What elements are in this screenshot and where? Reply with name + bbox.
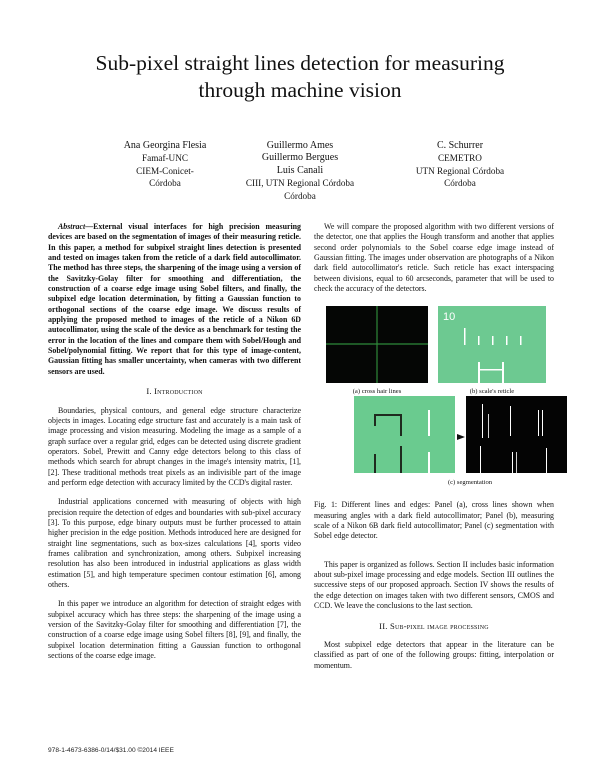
figure-caption: Fig. 1: Different lines and edges: Panel (a), cross lines shown when measuring angles with a dark field autocollimator; Panel (b), measuring scale of a Nikon 6B dark field autocollimator; Panel (c) segmentation with Sobel edge detector. <box>314 500 554 541</box>
right-column <box>314 222 554 671</box>
subcaption-a: (a) cross hair lines <box>352 388 402 396</box>
author-affiliation: CIII, UTN Regional Córdoba <box>245 178 355 189</box>
left-column <box>48 222 301 661</box>
author-affiliation: Córdoba <box>444 178 476 189</box>
figure-panel-reticle <box>438 306 546 383</box>
intro-paragraph-1: Boundaries, physical contours, and general edge structure characterize objects in images. Locating edge structure fast and accurately is a main task of image processing and vision measuring. Modeling the image as a sample of a graph surface over a regular grid, edges can be detected using discrete gradient operators. Sobel, Prewitt and Canny edge detectors belong to this class of methods which search for abrupt changes in the image's intensity matrix, [1], [2]. These traditional methods treat pixels as an indivisible part of the image and perform edge detection with accuracy limited by the CCD's digital raster. <box>48 405 301 487</box>
author-affiliation: Córdoba <box>284 190 316 201</box>
right-paragraph-1: We will compare the proposed algorithm with two different versions of the detector, one that applies the Hough transform and another that applies second order polynomials to the Sobel coarse edge image instead of Gaussian fitting. The images under observation are photographs of a Nikon dark field autocollimator's reticle. Such reticle has exact interspacing between divisions, equal to 60 arcseconds, parameter that will be used to check the accuracy of the detectors. <box>314 222 554 294</box>
title-line-1: Sub-pixel straight lines detection for measuring <box>95 51 505 75</box>
right-paragraph-3: Most subpixel edge detectors that appear in the literature can be classified as part of one of the following groups: fitting, interpolation or momentum. <box>314 639 554 670</box>
author-name: Guillermo Ames <box>266 140 334 151</box>
author-affiliation: Famaf-UNC <box>142 153 188 164</box>
author-affiliation: Córdoba <box>149 178 181 189</box>
segmentation-input-image <box>354 396 455 473</box>
segmentation-output-image <box>466 396 567 473</box>
abstract-text: —External visual interfaces for high precision measuring devices are based on the segmentation of images of their measuring reticle. In this paper, a method for subpixel straight lines detection is presented and tested on images taken from the reticle of a dark field autocollimator. The method has three steps, the sharpening of the image using a version of the Savitzky-Golay filter for smoothing and differentiation, the construction of a coarse edge image using Sobel filters, and finally, the subpixel edge location determination, by fitting a Gaussian function to orthogonal sections of the coarse edge image. We discuss results of applying the proposed method to images of the reticle of a Nikon 6D autocollimator, using the scale of the device as a benchmark for testing the error in the location of the lines and compare them with Sobel/Hough and Sobel/polynomial fitting. We report that for this type of image-content, Gaussian fitting has smaller uncertainty, when cameras with two different sensors are used. <box>48 222 301 376</box>
reticle-image <box>438 306 546 383</box>
author-1 <box>100 140 230 190</box>
figure-panel-cross-hair <box>326 306 428 383</box>
author-affiliation: UTN Regional Córdoba <box>415 165 505 176</box>
copyright-footer: 978-1-4673-6386-0/14/$31.00 ©2014 IEEE <box>48 747 174 754</box>
title-line-2: through machine vision <box>198 78 402 102</box>
figure-panel-segmentation-input <box>354 396 455 473</box>
figure-panel-segmentation-output <box>466 396 567 473</box>
abstract-lead: Abstract <box>58 222 86 231</box>
author-3 <box>400 140 520 190</box>
section-heading-introduction: I. Introduction <box>146 386 203 397</box>
arrow-right-icon <box>457 433 465 441</box>
right-paragraph-2: This paper is organized as follows. Section II includes basic information about sub-pixel image processing and edge models. Section III outlines the successive steps of our proposed approach. Section IV shows the results of the edge detection on images taken with two different sensors, CMOS and CCD. We leave the conclusions to the last section. <box>314 559 554 611</box>
subcaption-b: (b) scale's reticle <box>469 388 515 396</box>
cross-hair-image <box>326 306 428 383</box>
author-2 <box>230 140 370 202</box>
subcaption-c: (c) segmentation <box>447 479 493 487</box>
paper-title <box>40 50 560 104</box>
author-name: Luis Canali <box>276 164 324 176</box>
reticle-number: 10 <box>443 311 456 324</box>
intro-paragraph-3: In this paper we introduce an algorithm for detection of straight edges with subpixel accuracy which has three steps: the sharpening of the image using a version of the Savitzky-Golay filter for smoothing and differentiation [7], the construction of a coarse edge image using Sobel filters [8], [9], and finally, the subpixel location determination fitting a Gaussian function to orthogonal sections of the coarse edge image. <box>48 599 301 661</box>
author-affiliation: CEMETRO <box>438 153 482 164</box>
author-name: Ana Georgina Flesia <box>123 140 207 151</box>
section-heading-subpixel: II. Sub-pixel image processing <box>379 620 489 631</box>
figure-1 <box>314 306 554 488</box>
intro-paragraph-2: Industrial applications concerned with measuring of objects with high precision require the detection of edges and boundaries with sub-pixel accuracy [3]. To this purpose, edge binary outputs must be further processed to attain higher precision in the edge position. Methods introduced here are designed for straight line segmentations, such as box-sizes calculations [4], sports video frames calibration and synchronization, among others. Subpixel increasing resolution has also been introduced in industrial applications as glass width estimation [5], and high temperature specimen contour estimation [6], among others. <box>48 497 301 589</box>
author-name: Guillermo Bergues <box>261 152 339 164</box>
author-affiliation: CIEM-Conicet- <box>136 165 194 176</box>
author-name: C. Schurrer <box>436 140 484 151</box>
abstract <box>48 222 301 377</box>
